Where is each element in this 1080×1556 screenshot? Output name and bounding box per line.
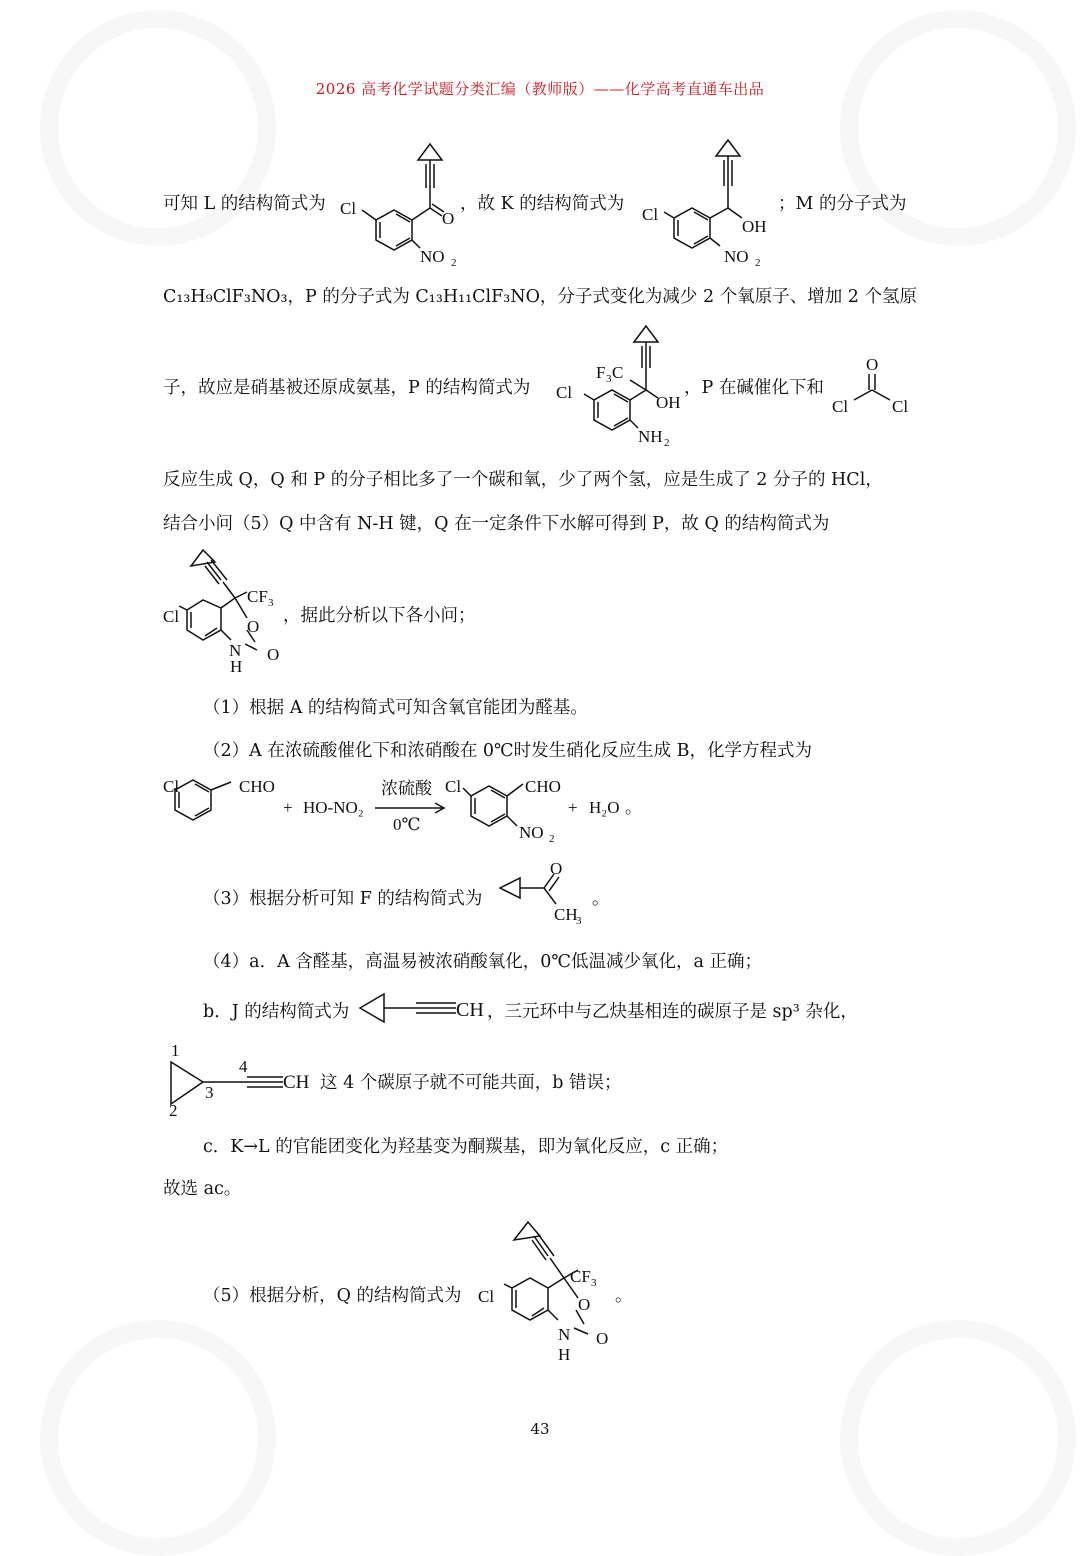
- text-q4c: c．K→L 的官能团变化为羟基变为酮羰基，即为氧化反应，c 正确；: [203, 1137, 729, 1157]
- molecule-phosgene: [828, 350, 923, 420]
- eq-catalyst: 浓硫酸: [381, 779, 432, 798]
- label-cl: Cl: [832, 397, 849, 416]
- label-sub2: 2: [549, 833, 555, 845]
- text-k-structure: ，故 K 的结构简式为: [460, 194, 625, 214]
- label-h: H: [230, 657, 243, 676]
- text-p-structure: 子，故应是硝基被还原成氨基，P 的结构简式为: [163, 378, 531, 398]
- text-q1: （1）根据 A 的结构简式可知含氧官能团为醛基。: [203, 698, 588, 718]
- label-cl: Cl: [340, 199, 357, 218]
- text-formula-change: C₁₃H₉ClF₃NO₃，P 的分子式为 C₁₃H₁₁ClF₃NO，分子式变化为减少 2 个氧原子、增加 2 个氢原: [163, 287, 917, 307]
- label-o: O: [866, 355, 879, 374]
- molecule-f: [496, 858, 596, 928]
- eq-plus: +: [568, 798, 578, 817]
- eq-plus: +: [283, 798, 293, 817]
- label-o: O: [442, 209, 455, 228]
- label-o: O: [550, 859, 563, 878]
- label-sub3: 3: [576, 915, 582, 927]
- eq-end: 。: [625, 798, 642, 817]
- molecule-j-numbered: [163, 1040, 323, 1120]
- label-cl: Cl: [478, 1287, 495, 1306]
- text-q4b: b．J 的结构简式为: [203, 1002, 350, 1022]
- molecule-j: [356, 988, 486, 1028]
- label-cl: Cl: [892, 397, 909, 416]
- label-cho: CHO: [239, 777, 275, 796]
- molecule-q-answer: [478, 1210, 618, 1370]
- label-sub2: 2: [664, 437, 670, 449]
- molecule-l: [336, 130, 476, 270]
- reaction-equation: [163, 768, 663, 848]
- text-q-reaction: 反应生成 Q，Q 和 P 的分子相比多了一个碳和氧，少了两个氢，应是生成了 2 分子的 HCl，: [163, 470, 883, 490]
- label-ch: CH: [456, 999, 484, 1021]
- eq-reagent: HO-NO₂: [303, 798, 364, 817]
- text-q4-answer: 故选 ac。: [163, 1179, 242, 1199]
- text-q3-end: 。: [592, 889, 610, 909]
- page-header: 2026 高考化学试题分类汇编（教师版）——化学高考直通车出品: [315, 80, 765, 98]
- molecule-k: [640, 128, 790, 278]
- label-cf3: CF: [247, 587, 268, 606]
- text-m-formula: ；M 的分子式为: [778, 194, 907, 214]
- label-ch3: CH: [554, 905, 578, 924]
- eq-temp: 0℃: [393, 815, 421, 834]
- label-n: N: [229, 641, 242, 660]
- text-q4b-coplanar: 这 4 个碳原子就不可能共面，b 错误；: [320, 1073, 622, 1093]
- label-h: H: [558, 1345, 571, 1364]
- label-cl: Cl: [556, 383, 573, 402]
- page-number: 43: [530, 1420, 550, 1438]
- label-no2: NO: [519, 823, 544, 842]
- label-oh: OH: [742, 217, 767, 236]
- text-q5-end: 。: [615, 1286, 633, 1306]
- text-q4b-sp3: ，三元环中与乙炔基相连的碳原子是 sp³ 杂化，: [487, 1002, 858, 1022]
- label-o: O: [267, 645, 280, 664]
- text-q-hydrolysis: 结合小问（5）Q 中含有 N-H 键，Q 在一定条件下水解可得到 P，故 Q 的结构简式为: [163, 514, 830, 534]
- text-analysis-intro: ，据此分析以下各小问；: [283, 606, 476, 626]
- text-q3: （3）根据分析可知 F 的结构简式为: [203, 889, 483, 909]
- label-o: O: [247, 617, 260, 636]
- label-sub2: 2: [451, 257, 457, 269]
- label-o: O: [596, 1329, 609, 1348]
- label-ch: CH: [283, 1072, 310, 1093]
- label-cl: Cl: [642, 205, 659, 224]
- text-l-structure: 可知 L 的结构简式为: [163, 194, 326, 214]
- label-num3: 3: [205, 1083, 214, 1102]
- label-cl: Cl: [163, 777, 180, 796]
- text-base-catalysis: ，P 在碱催化下和: [684, 378, 824, 398]
- label-no2: NO: [724, 247, 749, 266]
- text-q4a: （4）a．A 含醛基，高温易被浓硝酸氧化，0℃低温减少氧化，a 正确；: [203, 952, 762, 972]
- label-sub3: 3: [606, 373, 612, 385]
- text-q2: （2）A 在浓硫酸催化下和浓硝酸在 0℃时发生硝化反应生成 B，化学方程式为: [203, 741, 813, 761]
- text-q5: （5）根据分析，Q 的结构简式为: [203, 1286, 462, 1306]
- eq-water: H₂O: [589, 798, 620, 817]
- label-num2: 2: [169, 1101, 178, 1120]
- label-cho: CHO: [525, 777, 561, 796]
- label-no2: NO: [420, 247, 445, 266]
- label-oh: OH: [656, 393, 681, 412]
- molecule-p: [556, 318, 696, 448]
- label-sub3: 3: [268, 597, 274, 609]
- label-num4: 4: [239, 1057, 248, 1076]
- label-nh2: NH: [638, 427, 663, 446]
- watermark: [40, 1320, 276, 1556]
- label-f3c: F: [596, 363, 606, 382]
- label-sub3: 3: [591, 1277, 597, 1289]
- molecule-q: [163, 540, 293, 680]
- label-c: C: [612, 363, 624, 382]
- label-cl: Cl: [445, 777, 462, 796]
- label-cl: Cl: [163, 607, 180, 626]
- label-cf3: CF: [570, 1267, 591, 1286]
- label-n: N: [558, 1325, 571, 1344]
- label-num1: 1: [171, 1041, 180, 1060]
- label-o: O: [578, 1295, 591, 1314]
- label-sub2: 2: [755, 257, 761, 269]
- watermark: [840, 1320, 1076, 1556]
